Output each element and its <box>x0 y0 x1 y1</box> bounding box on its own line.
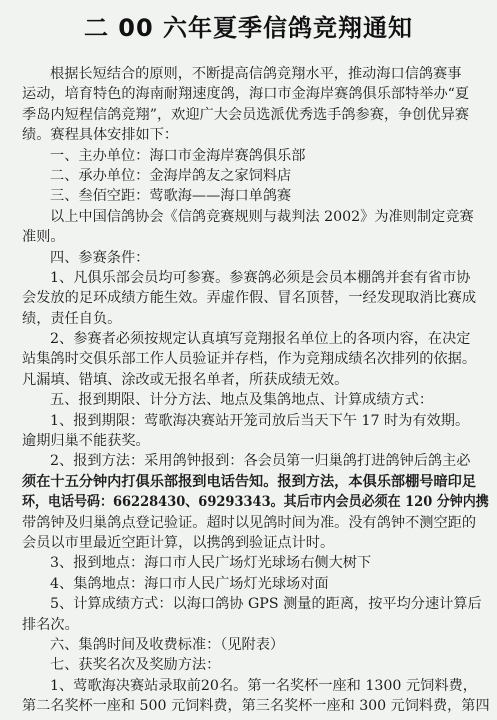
paragraph-line: 会员以市里最近空距计算，以携鸽到验证点计时。 <box>22 534 335 551</box>
paragraph-line: 排名次。 <box>22 616 79 633</box>
paragraph-line: 运动，培育特色的海南耐翔速度鸽，海口市金海岸赛鸽俱乐部特举办“夏 <box>22 86 470 103</box>
paragraph-line: 逾期归巢不能获奖。 <box>22 433 150 449</box>
collection-location: 4、集鸽地点：海口市人民广场灯光球场对面 <box>50 575 329 592</box>
paragraph-line: 2、报到方法：采用鸽钟报到：各会员第一归巢鸽打进鸽钟后鸽主必 <box>50 453 471 470</box>
paragraph-line: 绩，责任自负。 <box>22 310 122 327</box>
paragraph-line: 1、凡俱乐部会员均可参赛。参赛鸽必须是会员本棚鸽并套有省市协 <box>50 269 471 286</box>
section-heading: 七、获奖名次及奖励方法： <box>50 657 221 674</box>
paragraph-line: 站集鸽时交俱乐部工作人员验证并存档，作为竞翔成绩名次排列的依据。 <box>22 351 477 368</box>
section-heading: 五、报到期限、计分方法、地点及集鸽地点、计算成绩方式： <box>50 392 434 409</box>
section-distance: 三、叁佰空距：莺歌海——海口单鸽赛 <box>50 188 292 205</box>
paragraph-line: 以上中国信鸽协会《信鸽竞赛规则与裁判法 2002》为准则制定竞赛 <box>50 208 474 225</box>
section-organizer: 二、承办单位：金海岸鸽友之家饲料店 <box>50 167 292 184</box>
paragraph-line: 须在十五分钟内打俱乐部报到电话告知。报到方法，本俱乐部棚号暗印足 <box>22 473 477 490</box>
section-heading: 六、集鸽时间及收费标准：（见附表） <box>50 636 285 653</box>
report-location: 3、报到地点：海口市人民广场灯光球场右侧大树下 <box>50 555 372 572</box>
document-title: 二 00 六年夏季信鸽竞翔通知 <box>83 14 414 42</box>
paragraph-line: 1、莺歌海决赛站录取前20名。第一名奖杯一座和 1300 元饲料费， <box>50 677 477 694</box>
section-heading: 四、参赛条件： <box>50 249 150 266</box>
paragraph-line: 绩。赛程具体安排如下： <box>22 127 179 144</box>
paragraph-line: 季岛内短程信鸽竞翔”，欢迎广大会员选派优秀选手鸽参赛，争创优异赛 <box>22 106 470 123</box>
paragraph-line: 准则。 <box>22 229 65 246</box>
paragraph-line: 2、参赛者必须按规定认真填写竞翔报名单位上的各项内容，在决定 <box>50 331 471 347</box>
paragraph-line: 凡漏填、错填、涂改或无报名单者，所获成绩无效。 <box>22 371 349 388</box>
paragraph-line: 5、计算成绩方式：以海口鸽协 GPS 测量的距离，按平均分速计算后 <box>50 596 482 613</box>
section-host: 一、主办单位：海口市金海岸赛鸽俱乐部 <box>50 147 306 164</box>
phone-line: 环，电话号码：66228430、69293343。其后市内会员必须在 120 分钟内携 <box>22 494 489 511</box>
paragraph-line: 带鸽钟及归巢鸽点登记验证。超时以见鸽时间为准。没有鸽钟不测空距的 <box>22 514 477 531</box>
paragraph-line: 根据长短结合的原则，不断提高信鸽竞翔水平，推动海口信鸽赛事 <box>50 66 462 82</box>
paragraph-line: 第二名奖杯一座和 500 元饲料费，第三名奖杯一座和 300 元饲料费，第四 <box>22 698 490 714</box>
paragraph-line: 会发放的足环成绩方能生效。弄虚作假、冒名顶替，一经发现取消比赛成 <box>22 290 477 307</box>
paragraph-line: 1、报到期限：莺歌海决赛站开笼司放后当天下午 17 时为有效期。 <box>50 412 470 429</box>
